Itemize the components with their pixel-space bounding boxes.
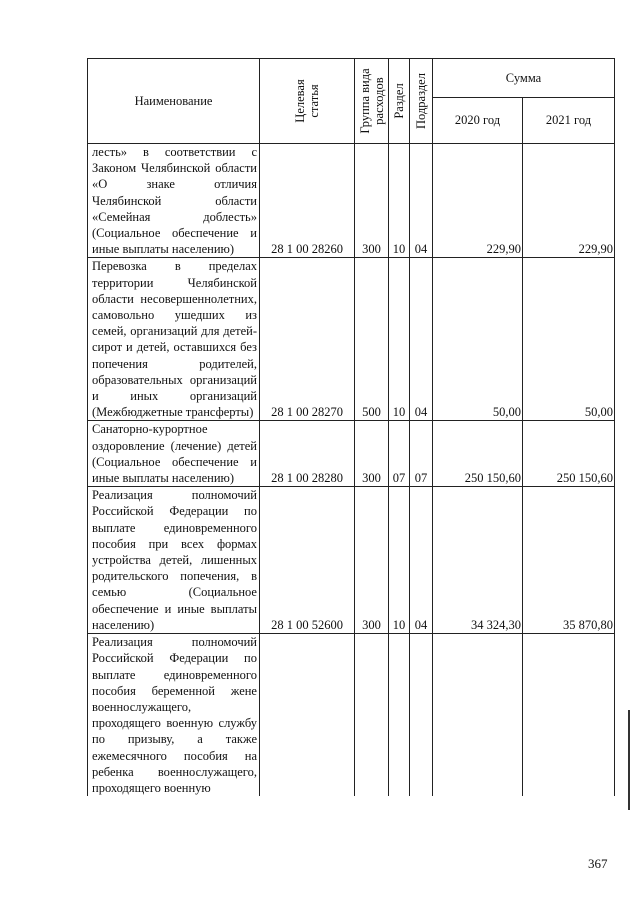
row-section	[389, 634, 410, 797]
header-year-2021: 2021 год	[523, 98, 615, 144]
row-amount-2020	[433, 634, 523, 797]
row-name: лесть» в соответствии с Законом Челябинской области «О знаке отличия Челябинской области «Семейная доблесть» (Социальное обеспечение и иные выплаты населению)	[88, 144, 260, 258]
row-section: 10	[389, 258, 410, 421]
header-expense-group: Группа вида расходов	[355, 59, 389, 144]
row-name: Перевозка в пределах территории Челябинской области несовершеннолетних, самовольно ушедших из семей, организаций для детей-сирот и детей, оставшихся без попечения родителей, образовательных организаций и иных организаций (Межбюджетные трансферты)	[88, 258, 260, 421]
row-amount-2021	[523, 634, 615, 797]
row-target-article: 28 1 00 52600	[260, 487, 355, 634]
header-sum: Сумма	[433, 59, 615, 98]
row-target-article: 28 1 00 28270	[260, 258, 355, 421]
budget-table	[87, 58, 615, 796]
page-number: 367	[588, 856, 608, 871]
row-section: 10	[389, 144, 410, 258]
table-row	[88, 258, 615, 421]
row-name: Реализация полномочий Российской Федерации по выплате единовременного пособия беременной жене военнослужащего, проходящего военную службу по призыву, а также ежемесячного пособия на ребенка военнослужащего, проходящего военную	[88, 634, 260, 797]
row-target-article	[260, 634, 355, 797]
table-row	[88, 634, 615, 797]
row-amount-2021: 35 870,80	[523, 487, 615, 634]
row-amount-2021: 229,90	[523, 144, 615, 258]
table-row	[88, 421, 615, 487]
header-subsection: Подраздел	[410, 59, 433, 144]
header-name: Наименование	[88, 59, 260, 144]
row-expense-group	[355, 634, 389, 797]
row-expense-group: 300	[355, 487, 389, 634]
row-subsection: 04	[410, 258, 433, 421]
header-section: Раздел	[389, 59, 410, 144]
row-target-article: 28 1 00 28260	[260, 144, 355, 258]
row-amount-2020: 34 324,30	[433, 487, 523, 634]
row-section: 07	[389, 421, 410, 487]
header-target-article: Целевая статья	[260, 59, 355, 144]
row-amount-2020: 250 150,60	[433, 421, 523, 487]
row-subsection: 04	[410, 144, 433, 258]
table-row	[88, 144, 615, 258]
row-name: Санаторно-курортное оздоровление (лечение) детей (Социальное обеспечение и иные выплаты населению)	[88, 421, 260, 487]
scan-edge-line	[628, 710, 630, 810]
header-year-2020: 2020 год	[433, 98, 523, 144]
row-subsection	[410, 634, 433, 797]
row-amount-2021: 250 150,60	[523, 421, 615, 487]
row-amount-2020: 50,00	[433, 258, 523, 421]
table-row	[88, 487, 615, 634]
row-amount-2020: 229,90	[433, 144, 523, 258]
row-target-article: 28 1 00 28280	[260, 421, 355, 487]
row-amount-2021: 50,00	[523, 258, 615, 421]
row-subsection: 07	[410, 421, 433, 487]
row-subsection: 04	[410, 487, 433, 634]
row-name: Реализация полномочий Российской Федерации по выплате единовременного пособия при всех формах устройства детей, лишенных родительского попечения, в семью (Социальное обеспечение и иные выплаты населению)	[88, 487, 260, 634]
header-row-top	[88, 59, 615, 98]
row-section: 10	[389, 487, 410, 634]
row-expense-group: 300	[355, 144, 389, 258]
row-expense-group: 500	[355, 258, 389, 421]
row-expense-group: 300	[355, 421, 389, 487]
